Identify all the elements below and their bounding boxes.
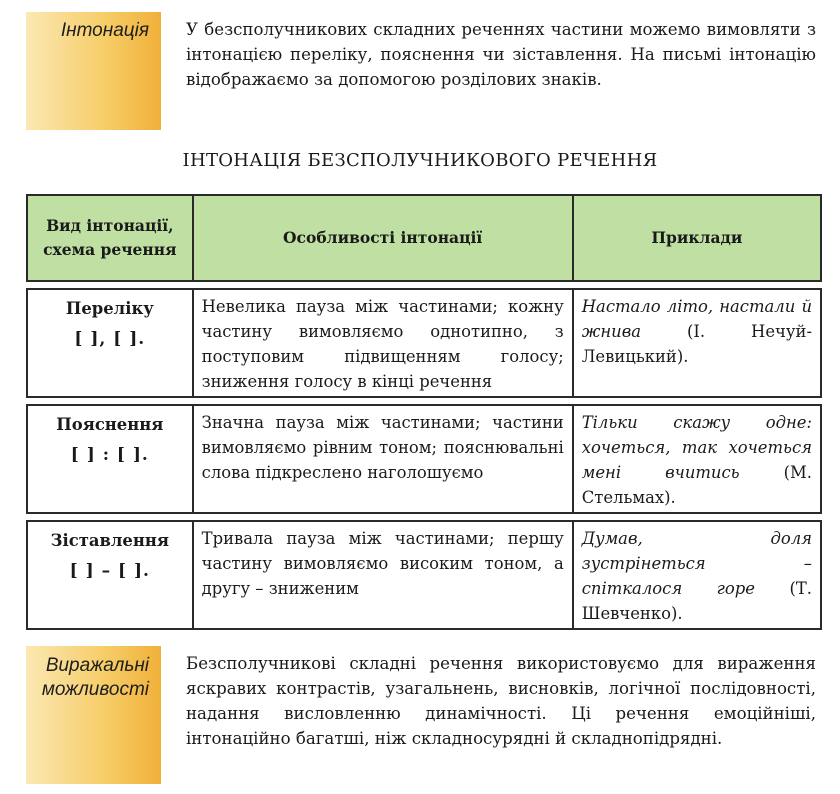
row-gap [27,513,821,521]
example-cell [573,289,821,397]
type-name: Переліку [65,299,154,318]
example-cell [573,521,821,629]
row-gap [27,397,821,405]
example-quote: Тільки скажу одне: хочеться, так хочеться мені вчитись [581,413,812,482]
type-name: Пояснення [56,415,164,434]
expressive-side-tag: Виражальні можливості [26,646,161,784]
header-examples: Приклади [573,195,821,281]
type-cell [27,405,193,513]
table-row [27,289,821,397]
example-quote: Настало літо, настали й жнива [581,297,812,341]
features-cell: Невелика пауза між частинами; кожну частину вимовляємо однотипно, з поступовим підвищенням голосу; зниження голосу в кінці речення [193,289,573,397]
example-cell [573,405,821,513]
example-author: (І. Нечуй-Левицький). [581,322,812,366]
intonation-side-tag: Інтонація [26,12,161,130]
expressive-paragraph: Безсполучникові складні речення використовуємо для вираження яскравих контрастів, узагальнень, висновків, логічної послідовності, надання висловленню динамічності. Ці речення емоційніші, інтонаційно багатші, ніж складносурядні й складнопідрядні. [186,654,816,748]
row-gap [27,281,821,289]
example-author: (М. Стельмах). [581,463,812,507]
example-quote: Думав, доля зустрінеться – спіткалося горе [581,529,812,598]
features-cell: Значна пауза між частинами; частини вимовляємо рівним тоном; пояснювальні слова підкреслено наголошуємо [193,405,573,513]
table-header-row [27,195,821,281]
table-row [27,405,821,513]
intonation-table [26,194,822,630]
section-title: ІНТОНАЦІЯ БЕЗСПОЛУЧНИКОВОГО РЕЧЕННЯ [182,150,658,171]
sentence-scheme: [ ] – [ ]. [69,561,150,581]
sentence-scheme: [ ] : [ ]. [70,445,149,465]
type-cell [27,521,193,629]
table-row [27,521,821,629]
header-type: Вид інтонації, схема речення [27,195,193,281]
intro-paragraph: У безсполучникових складних реченнях частини можемо вимовляти з інтонацією переліку, пояснення чи зіставлення. На письмі інтонацію відображаємо за допомогою розділових знаків. [186,20,816,89]
sentence-scheme: [ ], [ ]. [74,329,146,349]
example-author: (Т. Шевченко). [581,579,812,623]
header-features: Особливості інтонації [193,195,573,281]
type-name: Зіставлення [50,531,169,550]
type-cell [27,289,193,397]
features-cell: Тривала пауза між частинами; першу частину вимовляємо високим тоном, а другу – зниженим [193,521,573,629]
